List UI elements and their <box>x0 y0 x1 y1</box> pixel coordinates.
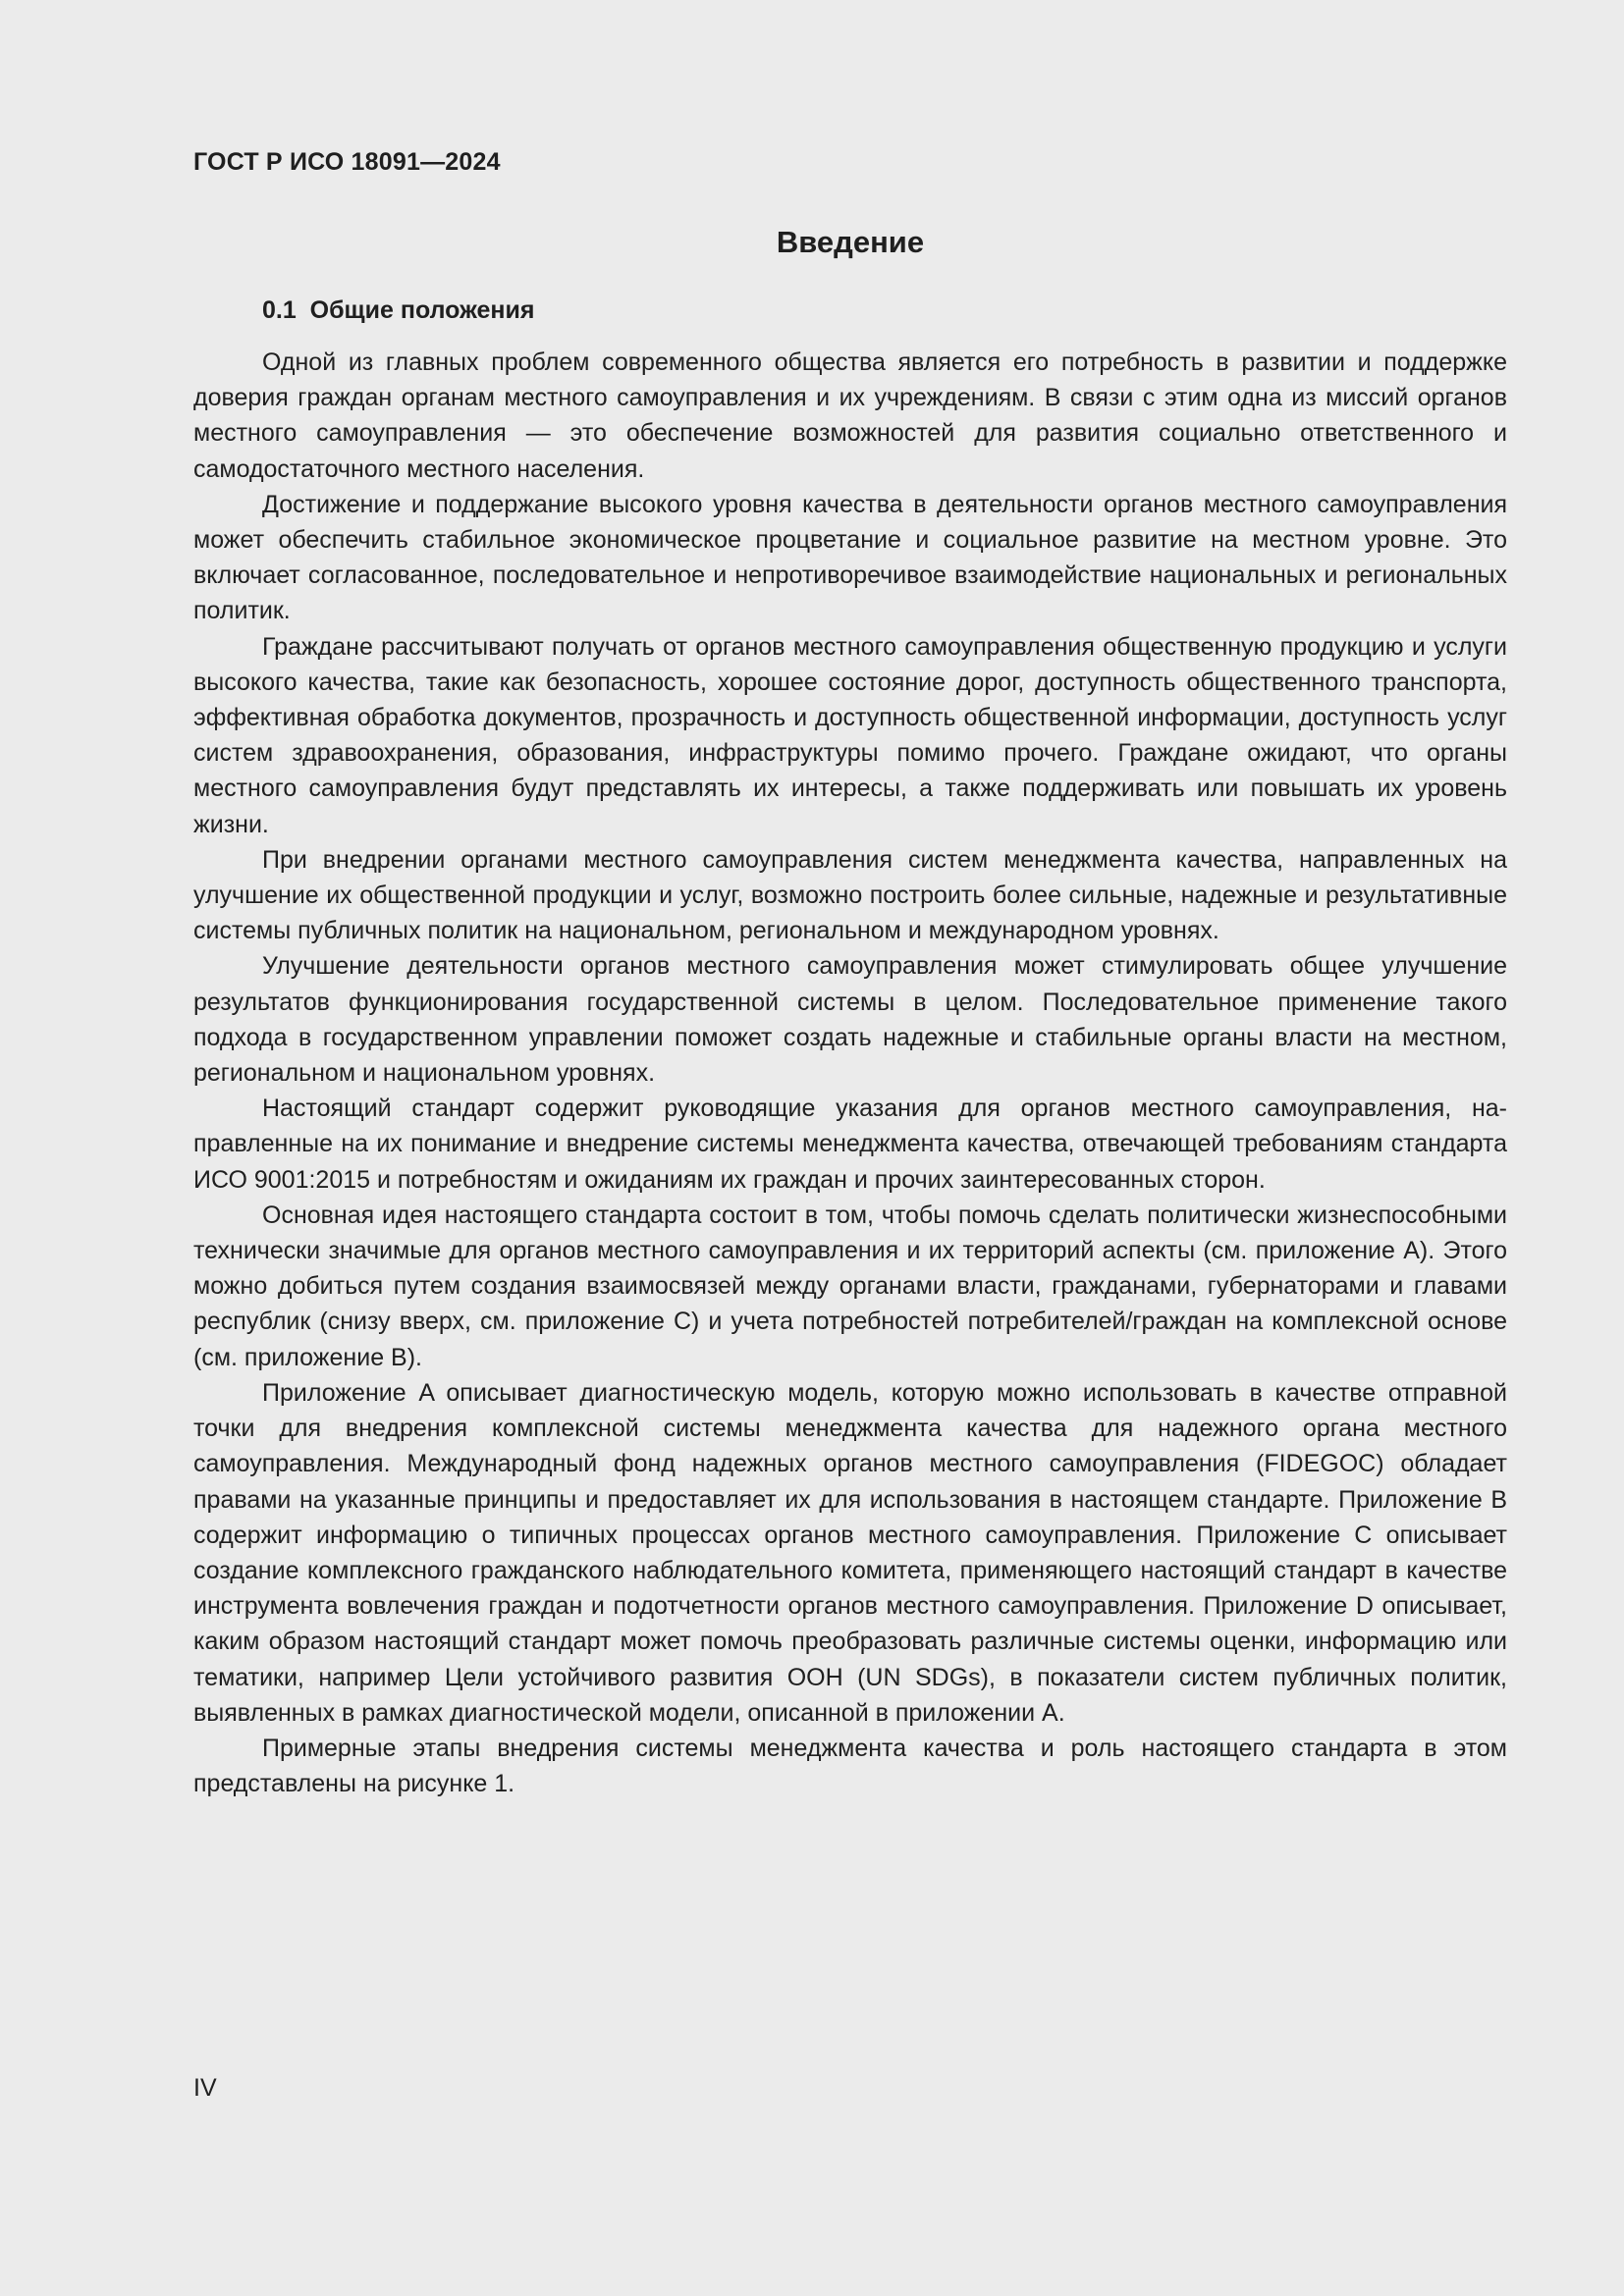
paragraph: Одной из главных проблем современного общества является его потребность в развитии и поддержке доверия граждан органам местного самоуправления и их учреждениям. В связи с этим одна из миссий органов местного самоуправления — это обеспечение возможностей для развития социально ответственного и самодостаточного местного населения. <box>193 348 1507 483</box>
paragraph: Достижение и поддержание высокого уровня качества в деятельности органов местного самоуправления может обеспечить стабильное экономическое процветание и социальное развитие на местном уровне. Это включает согласованное, последовательное и непротиворечивое взаимодействие национальных и региональных политик. <box>193 490 1507 625</box>
paragraph: Приложение A описывает диагностическую модель, которую можно использовать в качестве отправной точки для внедрения комплексной системы менеджмента качества для надежного органа местного самоуправления. Международный фонд надежных органов местного самоуправления (FIDEGOC) обладает правами на указанные принципы и предоставляет их для использования в настоящем стандарте. Приложение B содержит информацию о типичных процессах органов местного самоуправления. Приложение C описывает создание комплексного гражданского наблюдательного комитета, применяющего настоящий стандарт в качестве инструмента вовлечения граждан и подотчетности органов местного самоуправления. Приложение D описывает, каким образом настоящий стандарт может помочь преобразовать различные системы оценки, информацию или тематики, например Цели устойчивого развития ООН (UN SDGs), в показатели систем публичных политик, выявленных в рамках диагностической модели, описанной в приложении A. <box>193 1378 1507 1727</box>
paragraph: При внедрении органами местного самоуправления систем менеджмента качества, направленных на улучшение их общественной продукции и услуг, возможно построить более сильные, надежные и результативные системы публичных политик на национальном, региональном и международном уровнях. <box>193 845 1507 945</box>
section-heading: 0.1 Общие положения <box>262 296 535 324</box>
page-title: Введение <box>776 225 925 259</box>
document-header: ГОСТ Р ИСО 18091—2024 <box>193 148 501 176</box>
paragraph: Улучшение деятельности органов местного самоуправления может стимулировать общее улучшение результатов функционирования государственной системы в целом. Последовательное применение такого подхода в государственном управлении поможет создать надежные и стабильные органы власти на местном, региональном и национальном уровнях. <box>193 952 1507 1088</box>
paragraph: Основная идея настоящего стандарта состоит в том, чтобы помочь сделать политически жизнеспособными технически значимые для органов местного самоуправления и их территорий аспекты (см. приложение A). Этого можно добиться путем создания взаимосвязей между органами власти, гражданами, губернаторами и главами республик (снизу вверх, см. приложение C) и учета потребностей потребителей/граждан на комплексной основе (см. приложение B). <box>193 1201 1507 1371</box>
body-text <box>193 345 1507 1801</box>
paragraph: Граждане рассчитывают получать от органов местного самоуправления общественную продукцию и услуги высокого качества, такие как безопасность, хорошее состояние дорог, доступность общественного транспорта, эффективная обработка документов, прозрачность и доступность общественной информации, доступность услуг систем здравоохранения, образования, инфраструктуры помимо прочего. Граждане ожидают, что органы местного самоуправления будут представлять их интересы, а также поддерживать или повышать их уровень жизни. <box>193 632 1507 838</box>
page-number: IV <box>193 2074 217 2102</box>
paragraph: Настоящий стандарт содержит руководящие указания для органов местного самоуправления, направленные на их понимание и внедрение системы менеджмента качества, отвечающей требованиям стандарта ИСО 9001:2015 и потребностям и ожиданиям их граждан и прочих заинтересованных сторон. <box>193 1095 1507 1194</box>
paragraph: Примерные этапы внедрения системы менеджмента качества и роль настоящего стандарта в этом представлены на рисунке 1. <box>193 1734 1507 1798</box>
